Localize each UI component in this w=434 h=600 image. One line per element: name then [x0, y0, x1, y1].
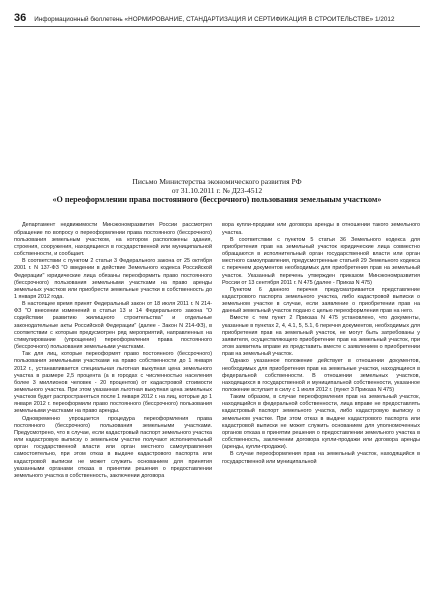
- paragraph: Одновременно упрощается процедура переоформления права постоянного (бессрочного) пользования земельными участками. Предусмотрено, что в случае, если кадастровый паспорт земельного участка или кадастровую выписку о земельном участке получают исполнительный орган государственной власти или орган местного самоуправления самостоятельно, при этом отказ в выдаче кадастрового паспорта или кадастровой выписки не может служить основанием для принятия указанными органами отказа в принятии решения о предоставлении земельного участка в собственность, заключении договора: [14, 415, 212, 479]
- page-number: 36: [14, 12, 27, 24]
- text-columns: [14, 222, 420, 480]
- paragraph: В соответствии с пунктом 5 статьи 36 Земельного кодекса для приобретения прав на земельный участок юридические лица совместно обращаются в исполнительный орган государственной власти или орган местного самоуправления, предусмотренные статьей 29 Земельного кодекса с перечнем документов необходимых для приобретения прав на земельный участок. Указанный перечень утвержден приказом Минэкономразвития России от 13 сентября 2011 г. N 475 (далее - Приказ N 475): [222, 236, 420, 286]
- paragraph: Пунктом 6 данного перечня предусматривается представление кадастрового паспорта земельного участка, либо кадастровой выписки о земельном участке в случае, если заявление о приобретении прав на данный земельный участок подано с целью переоформления прав на него.: [222, 286, 420, 315]
- letter-title-block: [14, 177, 420, 205]
- paragraph: В соответствии с пунктом 2 статьи 3 Федерального закона от 25 октября 2001 г. N 137-ФЗ "О введении в действие Земельного кодекса Российской Федерации" юридические лица обязаны переоформить право постоянного (бессрочного) пользования земельными участками на право аренды земельных участков или приобрести земельные участки в собственность до 1 января 2012 года.: [14, 258, 212, 300]
- paragraph: Вместе с тем пункт 2 Приказа N 475 установлено, что документы, указанные в пунктах 2, 4, 4.1, 5, 5.1, 6 перечня документов, необходимых для приобретения прав на земельный участок, не могут быть затребованы у заявителя, осуществляющего приобретение прав на земельный участок, при этом заявитель вправе их представить вместе с заявлением о приобретении прав на земельный участок.: [222, 315, 420, 358]
- right-column: [222, 222, 420, 480]
- title-line-2: от 31.10.2011 г. № Д23-4512: [171, 186, 263, 196]
- paragraph: В настоящее время принят Федеральный закон от 18 июля 2011 г. N 214-ФЗ "О внесении изменений в статьи 13 и 14 Федерального закона "О содействии развитию жилищного строительства" и отдельные законодательные акты Российской Федерации" (далее - Закон N 214-ФЗ), в соответствии с которым предусмотрен ряд мероприятий, направленных на стимулирование (упрощение) переоформления права постоянного (бессрочного) пользования земельными участками.: [14, 301, 212, 351]
- left-column: [14, 222, 212, 480]
- paragraph: Таким образом, в случае переоформления прав на земельный участок, находящийся в федеральной собственности, лица вправе не предоставлять кадастровый паспорт земельного участка, либо кадастровую выписку о земельном участке. При этом отказ в выдаче кадастрового паспорта или кадастровой выписки не может служить основанием для уполномоченных органов отказа в принятии решения о предоставлении земельного участка в собственность, заключении договора купли-продажи или договора аренды (аренды, купли-продажи).: [222, 394, 420, 451]
- letter-title: «О переоформлении права постоянного (бессрочного) пользования земельным участком»: [52, 195, 382, 205]
- paragraph: В случае переоформления прав на земельный участок, находящийся в государственной или муниципальной: [222, 451, 420, 465]
- paragraph: Так для лиц, которые переоформят право постоянного (бессрочного) пользования земельными участками на право собственности до 1 января 2012 г., устанавливается специальная льготная выкупная цена земельного участка в размере 2,5 процента (а в городах с численностью населения более 3 миллионов человек - 20 процентов) от кадастровой стоимости земельного участка. При этом указанная льготная выкупная цена земельных участков будет распространяться после 1 января 2012 г. на лиц, которые до 1 января 2012 г. переоформили право постоянного (бессрочного) пользования земельными участками на право аренды.: [14, 351, 212, 415]
- paragraph: Однако указанное положение действует в отношении документов, необходимых для приобретения прав на земельные участки, находящиеся в федеральной собственности. В отношении земельных участков, находящихся в государственной и муниципальной собственности, указанное положение вступает в силу с 1 июля 2012 г. (пункт 3 Приказа N 475): [222, 358, 420, 393]
- paragraph: Департамент недвижимости Минэкономразвития России рассмотрел обращение по вопросу о переоформлении права постоянного (бессрочного) пользования земельным участком, на котором расположены здания, строения, сооружения, находящиеся в государственной или муниципальной собственности, и сообщает.: [14, 222, 212, 258]
- paragraph: ворa купли-продажи или договора аренды в отношении такого земельного участка.: [222, 222, 420, 236]
- running-header: [14, 12, 420, 27]
- bulletin-title: Информационный бюллетень «НОРМИРОВАНИЕ, СТАНДАРТИЗАЦИЯ И СЕРТИФИКАЦИЯ В СТРОИТЕЛЬСТВЕ» 1/2012: [34, 16, 395, 23]
- title-line-1: Письмо Министерства экономического развития РФ: [132, 177, 302, 186]
